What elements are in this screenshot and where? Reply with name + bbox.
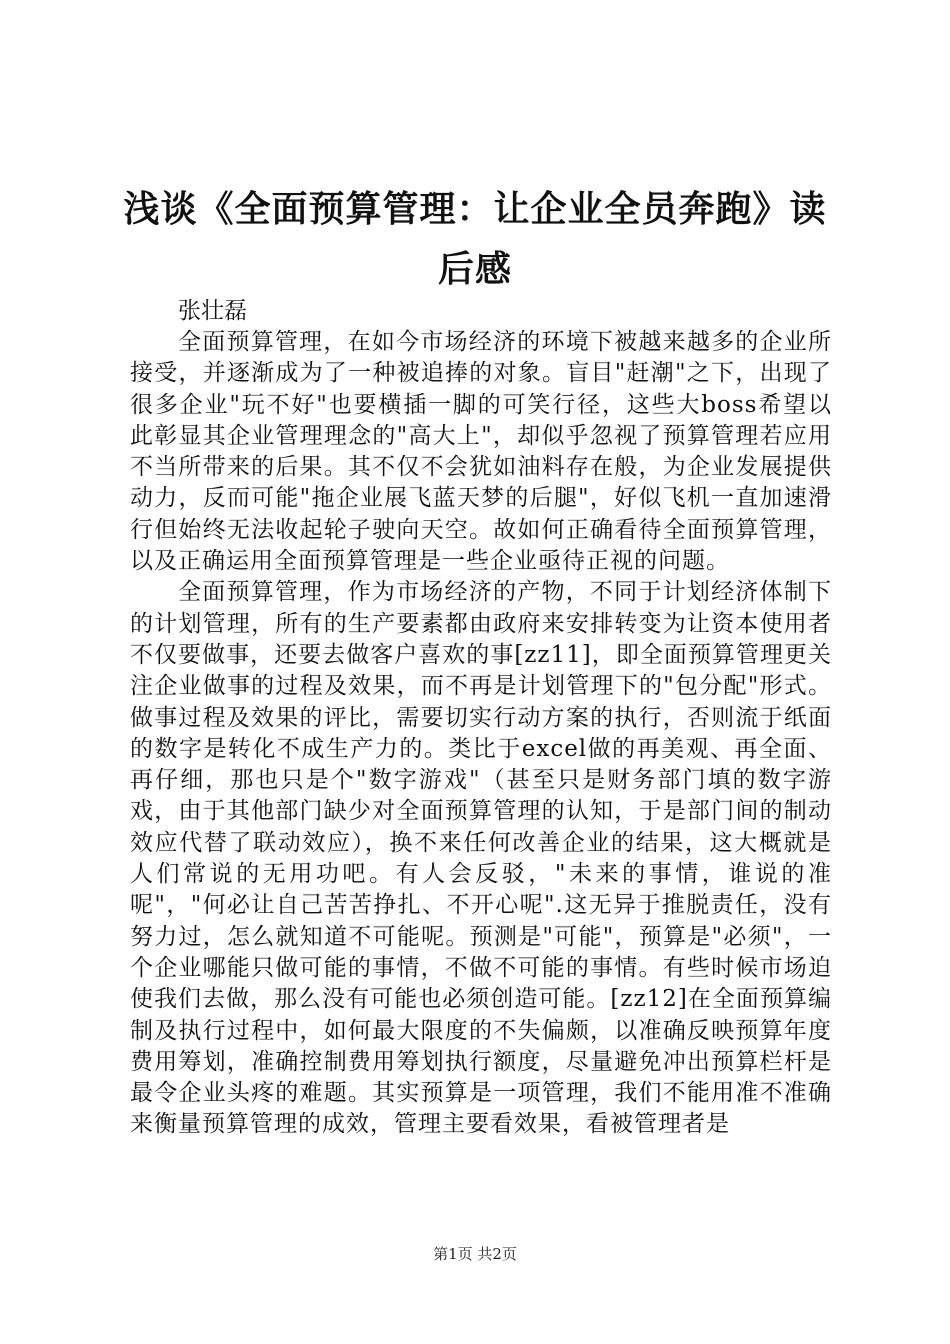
paragraph-2: 全面预算管理，作为市场经济的产物，不同于计划经济体制下的计划管理，所有的生产要素都由政府来安排转变为让资本使用者不仅要做事，还要去做客户喜欢的事[zz11]，即全面预算管理更关注企业做事的过程及效果，而不再是计划管理下的"包分配"形式。做事过程及效果的评比，需要切实行动方案的执行，否则流于纸面的数字是转化不成生产力的。类比于excel做的再美观、再全面、再仔细，那也只是个"数字游戏"（甚至只是财务部门填的数字游戏，由于其他部门缺少对全面预算管理的认知，于是部门间的制动效应代替了联动效应），换不来任何改善企业的结果，这大概就是人们常说的无用功吧。有人会反驳，"未来的事情，谁说的准呢"，"何必让自己苦苦挣扎、不开心呢".这无异于推脱责任，没有努力过，怎么就知道不可能呢。预测是"可能"，预算是"必须"，一个企业哪能只做可能的事情，不做不可能的事情。有些时候市场迫使我们去做，那么没有可能也必须创造可能。[zz12]在全面预算编制及执行过程中，如何最大限度的不失偏颇，以准确反映预算年度费用筹划，准确控制费用筹划执行额度，尽量避免冲出预算栏杆是最令企业头疼的难题。其实预算是一项管理，我们不能用准不准确来衡量预算管理的成效，管理主要看效果，看被管理者是 [130,579,832,1138]
page-footer: 第1页 共2页 [433,1245,517,1263]
document-body [130,296,832,1141]
document-title: 浅谈《全面预算管理：让企业全员奔跑》读后感 [123,189,827,290]
author-name: 张壮磊 [178,298,247,324]
paragraph-1: 全面预算管理，在如今市场经济的环境下被越来越多的企业所接受，并逐渐成为了一种被追捧的对象。盲目"赶潮"之下，出现了很多企业"玩不好"也要横插一脚的可笑行径，这些大boss希望以此彰显其企业管理理念的"高大上"，却似乎忽视了预算管理若应用不当所带来的后果。其不仅不会犹如油料存在般，为企业发展提供动力，反而可能"拖企业展飞蓝天梦的后腿"，好似飞机一直加速滑行但始终无法收起轮子驶向天空。故如何正确看待全面预算管理，以及正确运用全面预算管理是一些企业亟待正视的问题。 [130,329,832,575]
